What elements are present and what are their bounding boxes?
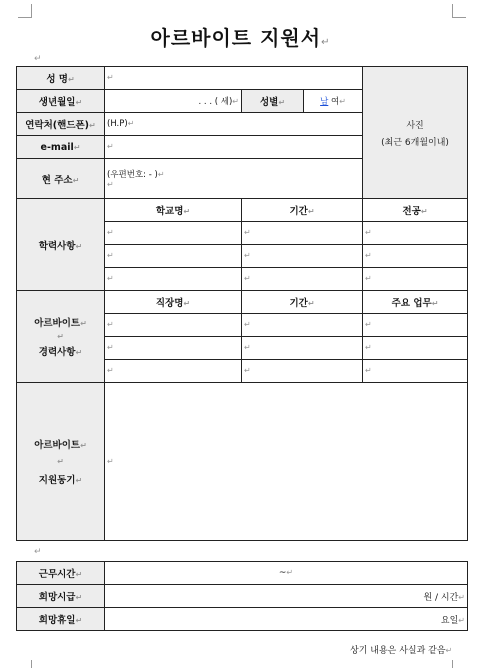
gender-field[interactable]: 남 여↵ — [304, 90, 363, 113]
birth-label: 생년월일↵ — [17, 90, 105, 113]
address-field[interactable]: (우편번호: - )↵ ↵ — [105, 159, 363, 199]
birth-field[interactable]: . . . ( 세)↵ — [105, 90, 242, 113]
experience-period-cell[interactable]: ↵ — [242, 337, 363, 360]
experience-header-duties: 주요 업무↵ — [363, 291, 468, 314]
education-major-cell[interactable]: ↵ — [363, 268, 468, 291]
experience-header-period: 기간↵ — [242, 291, 363, 314]
work-hours-label: 근무시간↵ — [17, 562, 105, 585]
motivation-label: 아르바이트↵ ↵ 지원동기↵ — [17, 383, 105, 541]
day-off-label: 희망휴일↵ — [17, 608, 105, 631]
photo-label: 사진 — [406, 120, 424, 131]
education-period-cell[interactable]: ↵ — [242, 245, 363, 268]
experience-duties-cell[interactable]: ↵ — [363, 337, 468, 360]
experience-workplace-cell[interactable]: ↵ — [105, 337, 242, 360]
education-school-cell[interactable]: ↵ — [105, 245, 242, 268]
page-corner-mark — [452, 660, 466, 668]
name-label: 성 명↵ — [17, 67, 105, 90]
wage-label: 희망시급↵ — [17, 585, 105, 608]
address-label: 현 주소↵ — [17, 159, 105, 199]
motivation-field[interactable]: ↵ — [105, 383, 468, 541]
photo-note: (최근 6개월이내) — [381, 137, 449, 148]
education-major-cell[interactable]: ↵ — [363, 222, 468, 245]
experience-workplace-cell[interactable]: ↵ — [105, 314, 242, 337]
page-corner-mark — [18, 660, 32, 668]
title-text: 아르바이트 지원서 — [150, 26, 322, 50]
education-header-period: 기간↵ — [242, 199, 363, 222]
experience-label: 아르바이트↵ ↵ 경력사항↵ — [17, 291, 105, 383]
paragraph-mark: ↵ — [34, 54, 42, 64]
experience-duties-cell[interactable]: ↵ — [363, 314, 468, 337]
day-off-field[interactable]: 요일↵ — [105, 608, 468, 631]
education-label: 학력사항↵ — [17, 199, 105, 291]
document-title — [0, 22, 481, 51]
experience-header-workplace: 직장명↵ — [105, 291, 242, 314]
name-field[interactable]: ↵ — [105, 67, 363, 90]
education-period-cell[interactable]: ↵ — [242, 268, 363, 291]
page-corner-mark — [18, 4, 32, 18]
experience-period-cell[interactable]: ↵ — [242, 314, 363, 337]
experience-workplace-cell[interactable]: ↵ — [105, 360, 242, 383]
gender-label: 성별↵ — [242, 90, 304, 113]
phone-field[interactable]: (H.P)↵ — [105, 113, 363, 136]
work-conditions-table — [16, 561, 468, 631]
declaration-text: 상기 내용은 사실과 같음↵ — [350, 646, 453, 656]
wage-field[interactable]: 원 / 시간↵ — [105, 585, 468, 608]
phone-label: 연락처(핸드폰)↵ — [17, 113, 105, 136]
education-school-cell[interactable]: ↵ — [105, 222, 242, 245]
education-header-major: 전공↵ — [363, 199, 468, 222]
email-label: e-mail↵ — [17, 136, 105, 159]
experience-duties-cell[interactable]: ↵ — [363, 360, 468, 383]
page-corner-mark — [452, 4, 466, 18]
education-school-cell[interactable]: ↵ — [105, 268, 242, 291]
paragraph-mark: ↵ — [34, 547, 42, 557]
education-period-cell[interactable]: ↵ — [242, 222, 363, 245]
application-form-table — [16, 66, 468, 541]
work-hours-field[interactable]: ~↵ — [105, 562, 468, 585]
photo-box[interactable] — [363, 67, 468, 199]
paragraph-mark: ↵ — [321, 37, 331, 48]
email-field[interactable]: ↵ — [105, 136, 363, 159]
experience-period-cell[interactable]: ↵ — [242, 360, 363, 383]
education-header-school: 학교명↵ — [105, 199, 242, 222]
education-major-cell[interactable]: ↵ — [363, 245, 468, 268]
